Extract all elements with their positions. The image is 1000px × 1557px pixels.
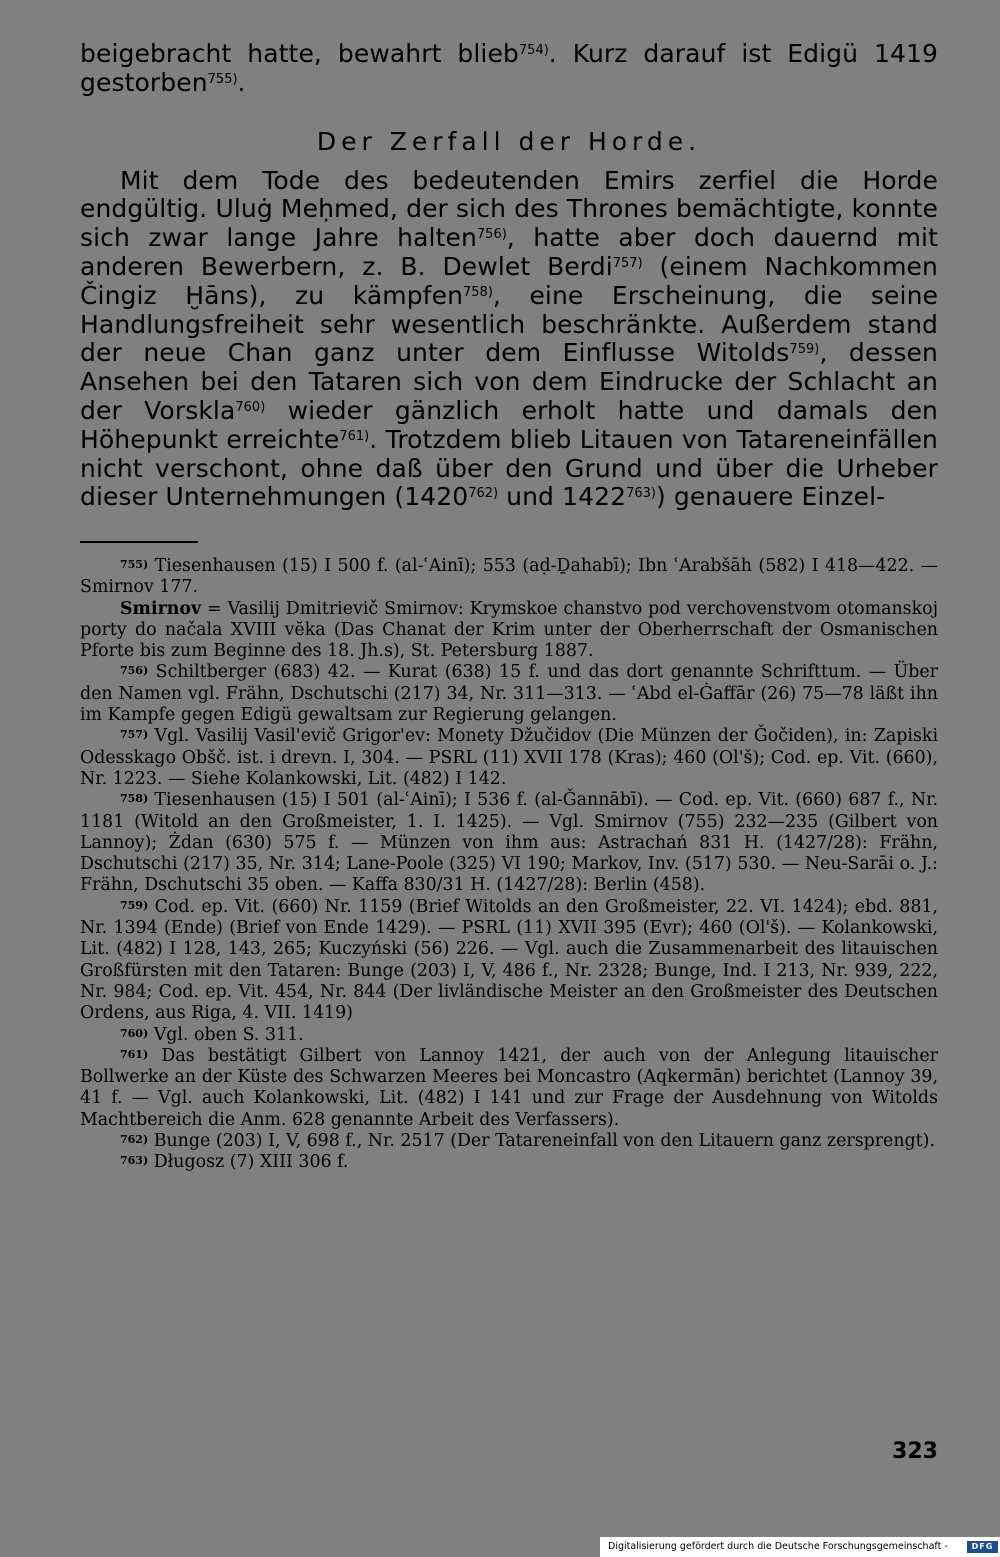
footnote-759 <box>80 897 938 1025</box>
text-run: beigebracht hatte, bewahrt blieb <box>80 39 519 68</box>
text-run: ) genauere Einzel- <box>656 482 886 512</box>
footnote-text: Das bestätigt Gilbert von Lannoy 1421, der auch von der Anlegung litauischer Bollwerke an der Küste des Schwarzen Meeres bei Moncastro (Aqkermān) berichtet (Lannoy 39, 41 f. — Vgl. auch Kolankowski, Lit. (482) I 141 und zur Frage der Ausdehnung von Witolds Machtbereich die Anm. 628 genannte Arbeit des Verfassers). <box>80 1045 938 1130</box>
footnote-number: 760) <box>120 1026 149 1040</box>
text-run: . <box>237 67 246 97</box>
footnote-number: 759) <box>120 898 149 912</box>
paragraph <box>80 167 938 513</box>
footnote-ref[interactable]: 759) <box>789 342 820 358</box>
footnote-text: Vgl. oben S. 311. <box>148 1024 304 1045</box>
text-run: (einem Nachkommen Čingiz Ḫāns), zu kämpfen <box>80 251 938 310</box>
footnote-ref[interactable]: 757) <box>612 255 643 271</box>
text-run: Mit dem Tode des bedeutenden Emirs zerfiel die Horde endgültig. Uluġ Meḥmed, der sich des Thrones bemächtigte, konnte sich zwar lange Jahre halten <box>80 165 938 253</box>
footnote-text: Tiesenhausen (15) I 501 (al-ʿAinī); I 536 f. (al-Ǧannābī). — Cod. ep. Vit. (660) 687 f., Nr. 1181 (Witold an den Großmeister, 1. I. 1425). — Vgl. Smirnov (755) 232—235 (Gilbert von Lannoy); Żdan (630) 575 f. — Münzen von ihm aus: Astrachań 831 H. (1427/28): Frähn, Dschutschi (217) 35, Nr. 314; Lane-Poole (325) VI 190; Markov, Inv. (517) 530. — Neu-Sarāi o. J.: Frähn, Dschutschi 35 oben. — Kaffa 830/31 H. (1427/28): Berlin (458). <box>80 790 938 896</box>
footnote-760 <box>80 1025 938 1046</box>
footnote-text: Bunge (203) I, V, 698 f., Nr. 2517 (Der Tatareneinfall von den Litauern ganz zersprengt). <box>148 1131 935 1152</box>
footnote-text: Vgl. Vasilij Vasil'evič Grigor'ev: Monety Džučidov (Die Münzen der Ǧočiden), in: Zapiski Odesskago Obšč. ist. i drevn. I, 304. — PSRL (11) XVII 178 (Kras); 460 (Ol'š); Cod. ep. Vit. (660), Nr. 1223. — Siehe Kolankowski, Lit. (482) I 142. <box>80 726 938 789</box>
footnote-763 <box>80 1152 938 1173</box>
text-run: wieder gänzlich erholt hatte und damals den Höhepunkt erreichte <box>80 395 938 454</box>
footnote-758 <box>80 790 938 896</box>
footnote-number: 755) <box>120 558 149 571</box>
footnote-text: Schiltberger (683) 42. — Kurat (638) 15 f. und das dort genannte Schrifttum. — Über den Namen vgl. Frähn, Dschutschi (217) 34, Nr. 311—313. — ʿAbd el-Ġaffār (26) 75—78 läßt ihn im Kampfe gegen Edigü gewaltsam zur Regierung gelangen. <box>80 662 938 726</box>
footnote-ref[interactable]: 755) <box>207 71 238 87</box>
footnote-separator <box>80 541 198 543</box>
footnote-text: Cod. ep. Vit. (660) Nr. 1159 (Brief Witolds an den Großmeister, 22. VI. 1424); ebd. 881, Nr. 1394 (Ende) (Brief von Ende 1429). — PSRL (11) XVII 395 (Evr); 460 (Ol'š). — Kolankowski, Lit. (482) I 128, 143, 265; Kuczyński (56) 226. — Vgl. auch die Zusammenarbeit des litauischen Großfürsten mit den Tataren: Bunge (203) I, V, 486 f., Nr. 2328; Bunge, Ind. I 213, Nr. 939, 222, Nr. 984; Cod. ep. Vit. 454, Nr. 844 (Der livländische Meister an den Großmeister des Deutschen Ordens, aus Riga, 4. VII. 1419) <box>80 896 938 1024</box>
funding-notice: Digitalisierung gefördert durch die Deutsche Forschungsgemeinschaft - <box>608 1541 948 1552</box>
footnote-ref[interactable]: 758) <box>463 284 493 300</box>
footnote-abbreviation <box>80 599 938 663</box>
footnote-number: 763) <box>120 1154 149 1168</box>
text-run: , dessen Ansehen bei den Tataren sich von dem Eindrucke der Schlacht an der Vorskla <box>80 338 938 425</box>
text-run: , eine Erscheinung, die seine Handlungsfreiheit sehr wesentlich beschränkte. Außerdem stand der neue Chan ganz unter dem Einflusse Witolds <box>80 280 938 368</box>
dfg-logo-icon[interactable]: DFG <box>967 1541 998 1553</box>
section-heading: Der Zerfall der Horde. <box>316 126 702 156</box>
page-number: 323 <box>892 1439 938 1464</box>
footnote-number: 758) <box>120 792 149 806</box>
text-run: . Trotzdem blieb Litauen von Tatareneinfällen nicht verschont, ohne daß über den Grund und über die Urheber dieser Unternehmungen (1420 <box>80 424 939 512</box>
paragraph-continuation <box>80 40 938 98</box>
footnote-number: 762) <box>120 1133 149 1147</box>
footnote-757 <box>80 726 938 790</box>
footnote-text: Długosz (7) XIII 306 f. <box>148 1152 349 1173</box>
footnote-755 <box>80 556 938 599</box>
footnote-761 <box>80 1046 938 1131</box>
footnote-ref[interactable]: 761) <box>339 428 370 444</box>
footnote-number: 761) <box>120 1047 149 1061</box>
footnote-756 <box>80 662 938 726</box>
footnote-number: 757) <box>120 728 149 742</box>
footnote-text: Tiesenhausen (15) I 500 f. (al-ʿAinī); 553 (aḍ-Ḏahabī); Ibn ʿArabšāh (582) I 418—422. — Smirnov 177. <box>80 556 938 598</box>
footnote-ref[interactable]: 763) <box>626 486 656 502</box>
footnote-ref[interactable]: 760) <box>235 399 266 415</box>
footnotes <box>80 556 938 1174</box>
footnote-ref[interactable]: 756) <box>476 227 507 243</box>
text-run: , hatte aber doch dauernd mit anderen Bewerbern, z. B. Dewlet Berdi <box>80 223 938 281</box>
footnote-text: = Vasilij Dmitrievič Smirnov: Krymskoe chanstvo pod verchovenstvom otomanskoj porty do načala XVIII vĕka (Das Chanat der Krim unter der Oberherrschaft der Osmanischen Pforte bis zum Beginne des 18. Jh.s), St. Petersburg 1887. <box>80 598 938 662</box>
footnote-ref[interactable]: 754) <box>518 43 549 58</box>
digitization-footer <box>600 1537 1000 1557</box>
footnote-ref[interactable]: 762) <box>468 486 499 502</box>
abbreviation-term: Smirnov <box>120 598 202 619</box>
footnote-762 <box>80 1131 938 1152</box>
text-run: . Kurz darauf ist Edigü 1419 gestorben <box>80 39 938 97</box>
main-text <box>80 40 938 512</box>
text-run: und 1422 <box>498 482 627 512</box>
footnote-number: 756) <box>120 664 149 678</box>
